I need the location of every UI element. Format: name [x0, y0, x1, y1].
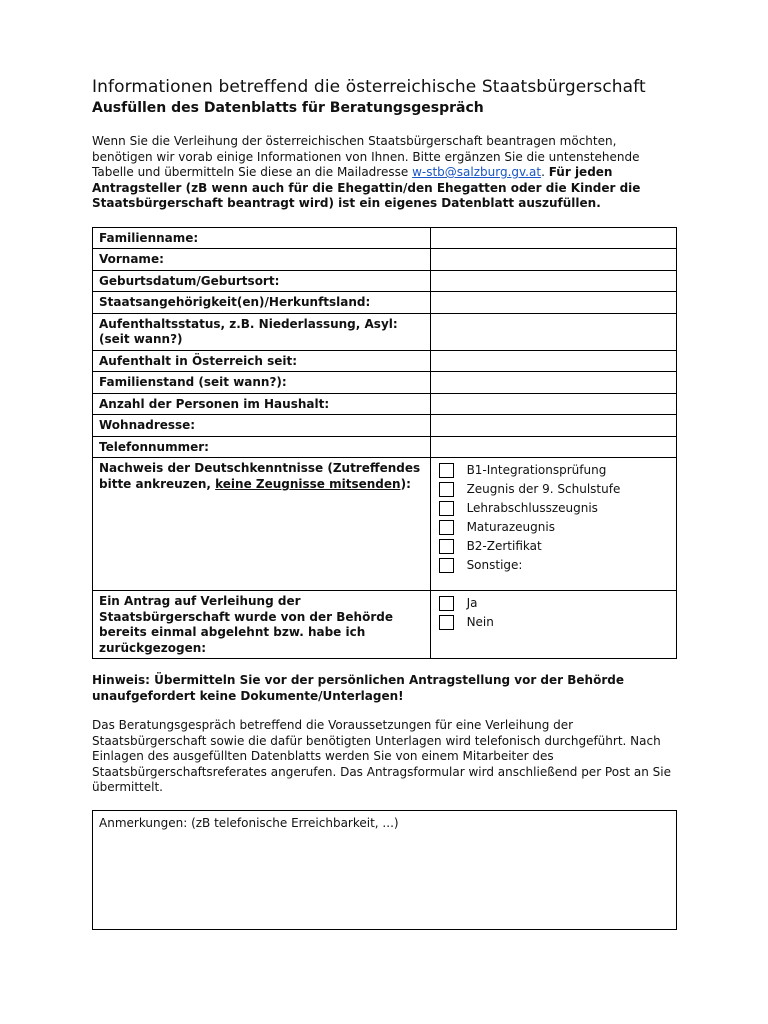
- row-label-line: (seit wann?): [99, 332, 183, 346]
- table-row: [93, 350, 677, 372]
- checkbox-label: Zeugnis der 9. Schulstufe: [466, 481, 621, 496]
- row-label: [93, 313, 431, 350]
- row-label: Familienname:: [93, 227, 431, 249]
- checkbox[interactable]: [439, 463, 454, 478]
- residence-since-field[interactable]: [430, 350, 676, 372]
- checkbox[interactable]: [439, 615, 454, 630]
- german-proof-text: Nachweis der Deutschkenntnisse (Zutreffendes bitte ankreuzen,: [99, 461, 421, 491]
- household-size-field[interactable]: [430, 393, 676, 415]
- table-row: [93, 372, 677, 394]
- german-proof-label: [93, 458, 431, 591]
- consultation-text: Das Beratungsgespräch betreffend die Voraussetzungen für eine Verleihung der Staatsbürgerschaft sowie die dafür benötigten Unterlagen wird telefonisch durchgeführt. Nach Einlagen des ausgefüllten Datenblatts werden Sie von einem Mitarbeiter des Staatsbürgerschaftsreferates angerufen. Das Antragsformular wird anschließend per Post an Sie übermittelt.: [92, 718, 671, 794]
- checkbox-option[interactable]: [437, 594, 670, 613]
- table-row: [93, 249, 677, 271]
- table-row: [93, 292, 677, 314]
- data-sheet-table: [92, 227, 677, 660]
- intro-bold-text: Für jeden Antragsteller (zB wenn auch für die Ehegattin/den Ehegatten oder die Kinder die Staatsbürgerschaft beantragt wird) ist ein eigenes Datenblatt auszufüllen.: [92, 165, 641, 210]
- checkbox-option[interactable]: [437, 518, 670, 537]
- email-link[interactable]: w-stb@salzburg.gv.at: [412, 165, 542, 179]
- checkbox-option[interactable]: [437, 537, 670, 556]
- row-label: Familienstand (seit wann?):: [93, 372, 431, 394]
- table-row: [93, 270, 677, 292]
- checkbox-option[interactable]: [437, 613, 670, 632]
- german-proof-underlined: keine Zeugnisse mitsenden: [215, 476, 401, 491]
- document-page: [92, 76, 677, 930]
- address-field[interactable]: [430, 415, 676, 437]
- page-title: Informationen betreffend die österreichische Staatsbürgerschaft: [92, 77, 646, 97]
- checkbox[interactable]: [439, 501, 454, 516]
- checkbox[interactable]: [439, 539, 454, 554]
- intro-text-after-link: .: [541, 165, 549, 179]
- notice-text: Hinweis: Übermitteln Sie vor der persönlichen Antragstellung vor der Behörde unaufgefordert keine Dokumente/Unterlagen!: [92, 673, 624, 703]
- page-subtitle: Ausfüllen des Datenblatts für Beratungsgespräch: [92, 100, 484, 116]
- checkbox-label: B1-Integrationsprüfung: [466, 462, 607, 477]
- table-row: [93, 458, 677, 591]
- row-label: Anzahl der Personen im Haushalt:: [93, 393, 431, 415]
- first-name-field[interactable]: [430, 249, 676, 271]
- row-label: Staatsangehörigkeit(en)/Herkunftsland:: [93, 292, 431, 314]
- row-label: Aufenthalt in Österreich seit:: [93, 350, 431, 372]
- citizenship-field[interactable]: [430, 292, 676, 314]
- checkbox-option[interactable]: [437, 556, 670, 575]
- checkbox-label: Sonstige:: [466, 557, 523, 572]
- marital-status-field[interactable]: [430, 372, 676, 394]
- family-name-field[interactable]: [430, 227, 676, 249]
- table-row: [93, 591, 677, 659]
- table-row: [93, 393, 677, 415]
- table-row: [93, 436, 677, 458]
- checkbox[interactable]: [439, 558, 454, 573]
- rejected-application-label: Ein Antrag auf Verleihung der Staatsbürgerschaft wurde von der Behörde bereits einmal abgelehnt bzw. habe ich zurückgezogen:: [93, 591, 431, 659]
- residence-status-field[interactable]: [430, 313, 676, 350]
- row-label: Telefonnummer:: [93, 436, 431, 458]
- row-label-line: Aufenthaltsstatus, z.B. Niederlassung, Asyl:: [99, 316, 398, 331]
- checkbox-option[interactable]: [437, 461, 670, 480]
- checkbox-label: Nein: [466, 614, 494, 629]
- table-row: [93, 313, 677, 350]
- birth-date-place-field[interactable]: [430, 270, 676, 292]
- checkbox-label: Ja: [466, 595, 478, 610]
- rejected-application-options: [430, 591, 676, 659]
- checkbox[interactable]: [439, 596, 454, 611]
- checkbox[interactable]: [439, 482, 454, 497]
- table-row: [93, 227, 677, 249]
- checkbox-label: B2-Zertifikat: [466, 538, 542, 553]
- checkbox[interactable]: [439, 520, 454, 535]
- intro-text: Wenn Sie die Verleihung der österreichischen Staatsbürgerschaft beantragen möchten, benötigen wir vorab einige Informationen von Ihnen. Bitte ergänzen Sie die untenstehende Tabelle und übermitteln Sie diese an die Mailadresse: [92, 134, 640, 179]
- german-proof-options: [430, 458, 676, 591]
- german-proof-text-end: ):: [400, 476, 411, 491]
- row-label: Geburtsdatum/Geburtsort:: [93, 270, 431, 292]
- remarks-box[interactable]: [92, 810, 677, 930]
- row-label: Vorname:: [93, 249, 431, 271]
- checkbox-label: Lehrabschlusszeugnis: [466, 500, 598, 515]
- checkbox-option[interactable]: [437, 499, 670, 518]
- phone-field[interactable]: [430, 436, 676, 458]
- remarks-label: Anmerkungen: (zB telefonische Erreichbarkeit, ...): [99, 815, 399, 830]
- row-label: Wohnadresse:: [93, 415, 431, 437]
- checkbox-label: Maturazeugnis: [466, 519, 555, 534]
- table-row: [93, 415, 677, 437]
- intro-paragraph: [92, 134, 677, 212]
- checkbox-option[interactable]: [437, 480, 670, 499]
